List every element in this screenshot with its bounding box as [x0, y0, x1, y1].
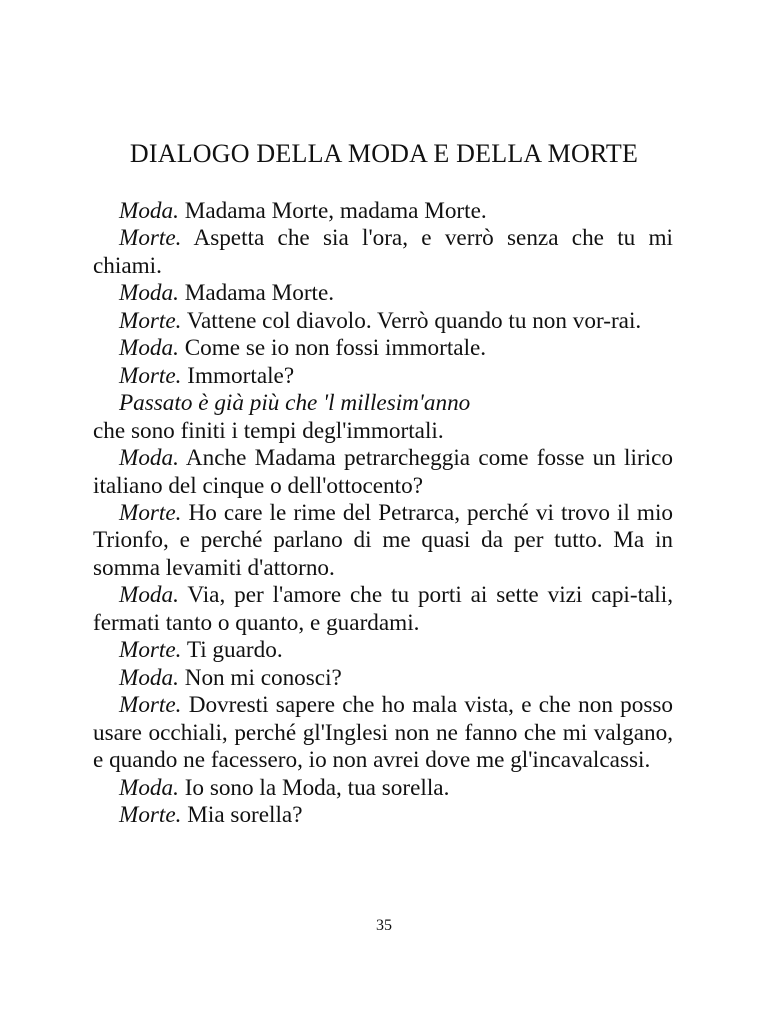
- continuation-line: che sono finiti i tempi degl'immortali.: [93, 417, 444, 444]
- speaker-name: Morte.: [119, 692, 182, 719]
- page-number: 35: [376, 917, 392, 934]
- dialogue-title: DIALOGO DELLA MODA E DELLA MORTE: [129, 139, 639, 168]
- dialogue-line: [93, 225, 673, 280]
- dialogue-line: [93, 280, 673, 307]
- line-text: Io sono la Moda, tua sorella.: [178, 774, 450, 801]
- dialogue-line: [93, 582, 673, 637]
- line-text: Aspetta che sia l'ora, e verrò senza che tu mi chiami.: [93, 225, 673, 279]
- speaker-name: Moda.: [119, 774, 179, 801]
- speaker-name: Morte.: [119, 307, 182, 334]
- dialogue-line: [93, 198, 673, 225]
- dialogue-line: [93, 637, 673, 664]
- line-text: Via, per l'amore che tu porti ai sette vizi capi-tali, fermati tanto o quanto, e guardami.: [93, 582, 673, 636]
- line-text: Vattene col diavolo. Verrò quando tu non vor-rai.: [181, 307, 642, 334]
- dialogue-line: [93, 308, 673, 335]
- dialogue-text: [93, 198, 673, 829]
- speaker-name: Morte.: [119, 499, 182, 526]
- line-text: Non mi conosci?: [178, 664, 342, 691]
- speaker-name: Moda.: [119, 335, 179, 362]
- speaker-name: Morte.: [119, 225, 182, 252]
- line-text: Madama Morte, madama Morte.: [178, 198, 487, 224]
- speaker-name: Moda.: [119, 280, 179, 307]
- dialogue-line: [93, 500, 673, 582]
- speaker-name: Morte.: [119, 637, 182, 664]
- speaker-name: Moda.: [119, 445, 179, 472]
- dialogue-line: [93, 445, 673, 500]
- speaker-name: Morte.: [119, 801, 182, 828]
- dialogue-line: [93, 665, 673, 692]
- line-text: Mia sorella?: [181, 801, 303, 828]
- dialogue-line: [93, 775, 673, 802]
- speaker-name: Moda.: [119, 198, 179, 224]
- dialogue-line: [93, 363, 673, 390]
- verse-quotation: Passato è già più che 'l millesim'anno: [119, 390, 471, 417]
- dialogue-line: [93, 802, 673, 829]
- dialogue-line: [93, 335, 673, 362]
- speaker-name: Moda.: [119, 664, 179, 691]
- line-text: Come se io non fossi immortale.: [178, 335, 487, 362]
- dialogue-line: [93, 692, 673, 774]
- line-text: Dovresti sapere che ho mala vista, e che non posso usare occhiali, perché gl'Inglesi non ne fanno che mi valgano, e quando ne facessero, io non avrei dove me gl'incavalcassi.: [93, 692, 673, 774]
- line-text: Immortale?: [181, 362, 295, 389]
- speaker-name: Moda.: [119, 582, 179, 609]
- line-text: Ti guardo.: [181, 637, 283, 664]
- line-text: Madama Morte.: [178, 280, 335, 307]
- line-text: Ho care le rime del Petrarca, perché vi trovo il mio Trionfo, e perché parlano di me quasi da per tutto. Ma in somma levamiti d'attorno.: [93, 499, 673, 581]
- speaker-name: Morte.: [119, 362, 182, 389]
- line-text: Anche Madama petrarcheggia come fosse un lirico italiano del cinque o dell'ottocento?: [93, 445, 673, 499]
